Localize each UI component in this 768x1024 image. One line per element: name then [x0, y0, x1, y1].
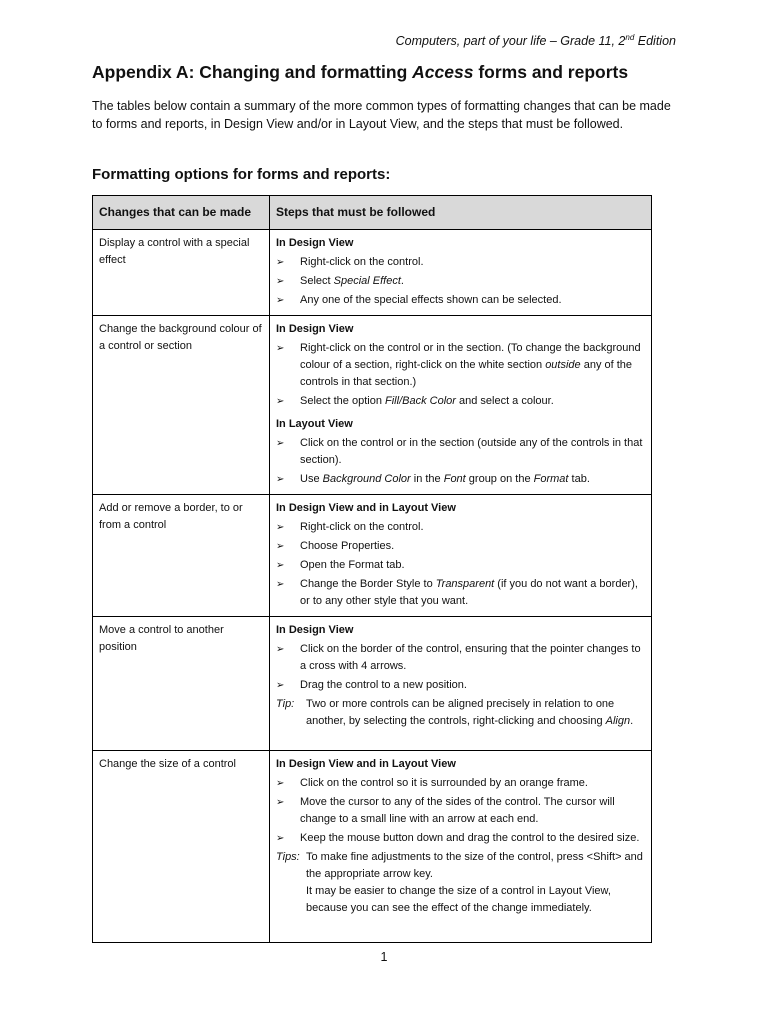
list-item: ➢ Click on the border of the control, ensuring that the pointer changes to a cross with 4 arrows.	[276, 641, 645, 675]
tip-text: Two or more controls can be aligned precisely in relation to one another, by selecting the controls, right-clicking and choosing Align.	[306, 698, 634, 727]
section-subtitle: Formatting options for forms and reports:	[92, 166, 391, 183]
list-item: ➢ Keep the mouse button down and drag the control to the desired size.	[276, 830, 645, 847]
steps-cell	[270, 617, 652, 751]
list-item: ➢ Move the cursor to any of the sides of the control. The cursor will change to a small line with an arrow at each end.	[276, 794, 645, 828]
list-item: ➢ Right-click on the control.	[276, 519, 645, 536]
step-list	[276, 775, 645, 847]
change-cell: Change the size of a control	[93, 751, 270, 943]
list-item: ➢ Right-click on the control.	[276, 254, 645, 271]
list-item: ➢ Select Special Effect.	[276, 273, 645, 290]
table-row	[93, 751, 652, 943]
view-heading: In Layout View	[276, 418, 353, 430]
view-heading: In Design View	[276, 624, 354, 636]
table-row	[93, 316, 652, 495]
change-cell: Display a control with a special effect	[93, 230, 270, 316]
steps-cell	[270, 230, 652, 316]
change-cell: Add or remove a border, to or from a control	[93, 495, 270, 617]
edition-superscript: nd	[625, 32, 635, 42]
step-list	[276, 435, 645, 488]
column-header-changes: Changes that can be made	[93, 196, 270, 230]
tip-text: It may be easier to change the size of a control in Layout View, because you can see the effect of the change immediately.	[306, 885, 611, 914]
step-list	[276, 254, 645, 309]
list-item: ➢ Use Background Color in the Font group on the Format tab.	[276, 471, 645, 488]
view-heading: In Design View and in Layout View	[276, 502, 456, 514]
tip-text: To make fine adjustments to the size of the control, press <Shift> and the appropriate arrow key.	[306, 851, 643, 880]
step-list	[276, 641, 645, 694]
tip-note	[276, 849, 645, 917]
step-list	[276, 519, 645, 610]
view-heading: In Design View	[276, 237, 354, 249]
list-item: ➢ Select the option Fill/Back Color and select a colour.	[276, 393, 645, 410]
list-item: ➢ Change the Border Style to Transparent (if you do not want a border), or to any other style that you want.	[276, 576, 645, 610]
list-item: ➢ Click on the control so it is surrounded by an orange frame.	[276, 775, 645, 792]
list-item: ➢ Right-click on the control or in the section. (To change the background colour of a section, right-click on the white section outside any of the controls in that section.)	[276, 340, 645, 391]
list-item: ➢ Any one of the special effects shown can be selected.	[276, 292, 645, 309]
view-heading: In Design View and in Layout View	[276, 758, 456, 770]
tip-note	[276, 696, 645, 730]
table-row	[93, 617, 652, 751]
tip-label: Tip:	[276, 698, 295, 710]
list-item: ➢ Open the Format tab.	[276, 557, 645, 574]
change-cell: Change the background colour of a control or section	[93, 316, 270, 495]
list-item: ➢ Drag the control to a new position.	[276, 677, 645, 694]
table-header-row	[93, 196, 652, 230]
steps-cell	[270, 495, 652, 617]
intro-paragraph: The tables below contain a summary of the more common types of formatting changes that can be made to forms and reports, in Design View and/or in Layout View, and the steps that must be followed.	[92, 99, 671, 131]
running-header: Computers, part of your life – Grade 11, 2nd Edition	[395, 32, 676, 48]
change-cell: Move a control to another position	[93, 617, 270, 751]
tip-label: Tips:	[276, 851, 300, 863]
table-row	[93, 230, 652, 316]
steps-cell	[270, 751, 652, 943]
list-item: ➢ Click on the control or in the section (outside any of the controls in that section).	[276, 435, 645, 469]
view-heading: In Design View	[276, 323, 354, 335]
page-number: 1	[380, 950, 388, 964]
formatting-options-table	[92, 195, 652, 943]
table-row	[93, 495, 652, 617]
list-item: ➢ Choose Properties.	[276, 538, 645, 555]
step-list	[276, 340, 645, 410]
steps-cell	[270, 316, 652, 495]
page-title: Appendix A: Changing and formatting Access forms and reports	[92, 62, 629, 82]
column-header-steps: Steps that must be followed	[270, 196, 652, 230]
